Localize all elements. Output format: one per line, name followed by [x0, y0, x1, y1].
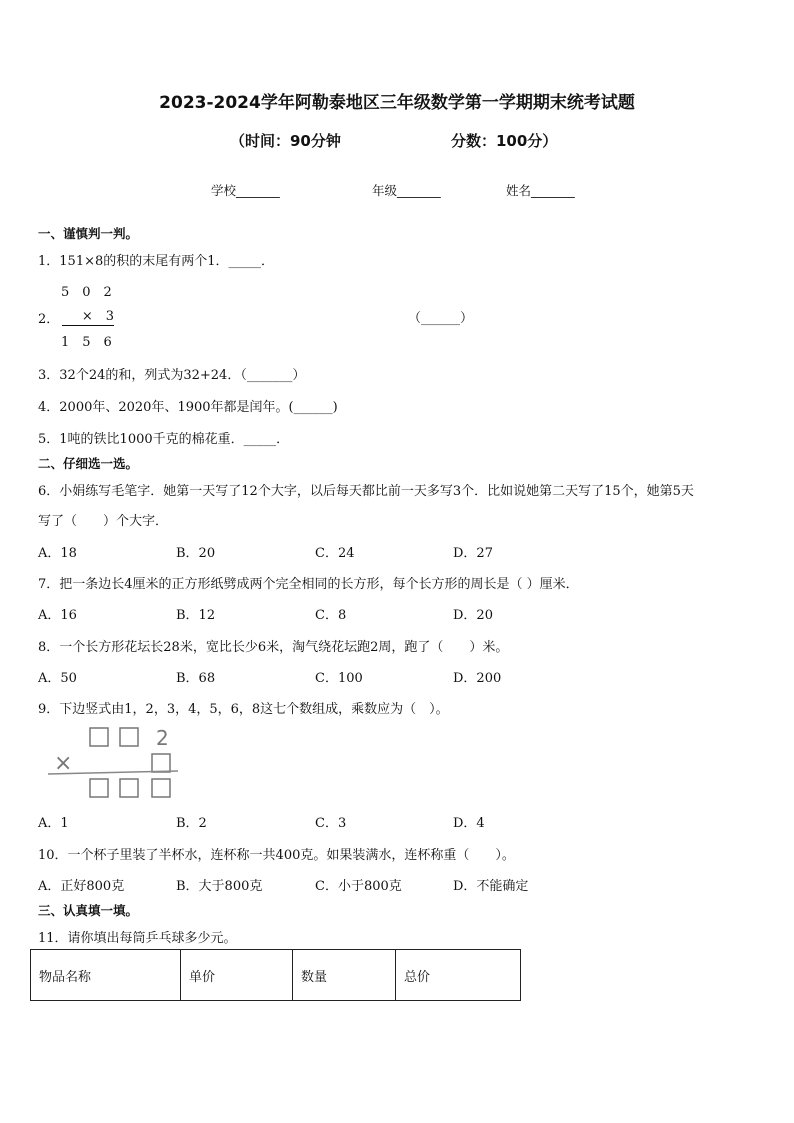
section-heading-2: 二、仔细选一选。: [38, 456, 139, 471]
question-6-line-1: 6．小娟练写毛笔字．她第一天写了12个大字，以后每天都比前一天多写3个．比如说她第二天写了15个，她第5天: [38, 484, 694, 499]
question-11: 11．请你填出每筒乒乓球多少元。: [38, 931, 237, 946]
q9-option-a[interactable]: A．1: [38, 816, 69, 831]
q9-blank-box[interactable]: [90, 779, 108, 797]
q10-option-d[interactable]: D．不能确定: [453, 879, 529, 894]
section-heading-1: 一、谨慎判一判。: [38, 226, 139, 241]
q9-blank-box[interactable]: [90, 728, 108, 746]
q9-option-d[interactable]: D．4: [453, 816, 485, 831]
page-title: 2023-2024学年阿勒泰地区三年级数学第一学期期末统考试题: [159, 93, 635, 113]
question-1: 1．151×8的积的末尾有两个1．_____．: [38, 254, 275, 269]
name-field[interactable]: 姓名_______: [506, 183, 575, 198]
q9-option-b[interactable]: B．2: [176, 816, 207, 831]
question-10: 10．一个杯子里装了半杯水，连杯称一共400克。如果装满水，连杯称重（ ）。: [38, 848, 515, 863]
question-6-line-2: 写了（ ）个大字．: [38, 514, 169, 529]
exam-time: （时间：90分钟: [230, 132, 341, 150]
q6-option-c[interactable]: C．24: [315, 546, 355, 561]
q6-option-d[interactable]: D．27: [453, 546, 493, 561]
q10-option-c[interactable]: C．小于800克: [315, 879, 402, 894]
q7-option-a[interactable]: A．16: [38, 608, 77, 623]
q9-blank-box[interactable]: [120, 779, 138, 797]
q9-digit: 2: [156, 726, 169, 750]
q2-product: 1 5 6: [61, 335, 112, 350]
price-table: [30, 949, 521, 1001]
question-8: 8．一个长方形花坛长28米，宽比长少6米，淘气绕花坛跑2周，跑了（ ）米。: [38, 640, 509, 655]
table-header-row: [31, 950, 521, 1001]
q8-option-b[interactable]: B．68: [176, 671, 216, 686]
q9-times-sign: ×: [54, 751, 73, 776]
exam-score: 分数：100分）: [451, 132, 558, 150]
q2-multiplicand: 5 0 2: [61, 285, 112, 300]
q6-option-b[interactable]: B．20: [176, 546, 216, 561]
q8-option-d[interactable]: D．200: [453, 671, 502, 686]
column-unit-price: 单价: [181, 950, 293, 1001]
q9-blank-box[interactable]: [152, 779, 170, 797]
q7-option-d[interactable]: D．20: [453, 608, 493, 623]
q2-number: 2．: [38, 312, 60, 327]
q9-blank-box[interactable]: [120, 728, 138, 746]
q9-blank-box[interactable]: [152, 754, 170, 772]
q9-option-c[interactable]: C．3: [315, 816, 347, 831]
question-3: 3．32个24的和，列式为32+24．（_______）: [38, 368, 306, 383]
column-item-name: 物品名称: [31, 950, 181, 1001]
question-7: 7．把一条边长4厘米的正方形纸劈成两个完全相同的长方形，每个长方形的周长是（ ）厘米．: [38, 577, 579, 592]
q10-option-b[interactable]: B．大于800克: [176, 879, 263, 894]
grade-field[interactable]: 年级_______: [372, 183, 441, 198]
question-4: 4．2000年、2020年、1900年都是闰年。(______): [38, 400, 338, 415]
question-5: 5．1吨的铁比1000千克的棉花重．_____．: [38, 432, 290, 447]
q6-option-a[interactable]: A．18: [38, 546, 77, 561]
q9-multiplication-figure: [44, 724, 184, 804]
column-total-price: 总价: [396, 950, 521, 1001]
q7-option-b[interactable]: B．12: [176, 608, 216, 623]
q7-option-c[interactable]: C．8: [315, 608, 347, 623]
section-heading-3: 三、认真填一填。: [38, 903, 139, 918]
q2-multiplier: × 3: [62, 305, 114, 326]
q10-option-a[interactable]: A．正好800克: [38, 879, 125, 894]
question-9: 9．下边竖式由1，2，3，4，5，6，8这七个数组成，乘数应为（ ）。: [38, 702, 449, 717]
q8-option-c[interactable]: C．100: [315, 671, 363, 686]
school-field[interactable]: 学校_______: [211, 183, 280, 198]
column-quantity: 数量: [293, 950, 396, 1001]
q2-answer-blank[interactable]: （______）: [408, 311, 474, 326]
q8-option-a[interactable]: A．50: [38, 671, 77, 686]
